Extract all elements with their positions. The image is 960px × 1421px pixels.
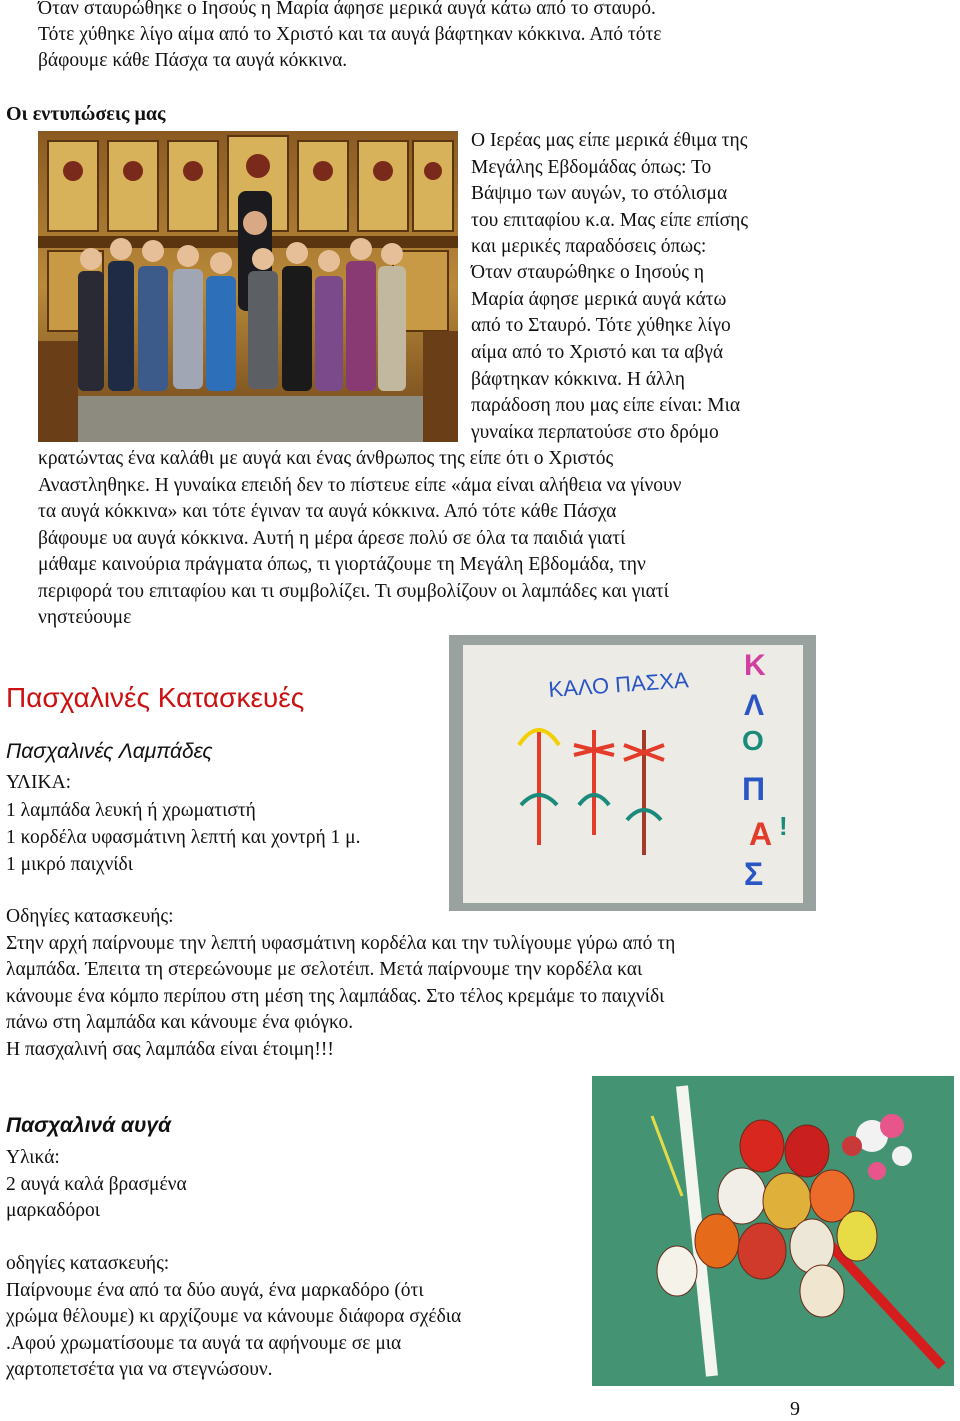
eggs-instructions-label: οδηγίες κατασκευής:: [6, 1253, 170, 1274]
impressions-text-line: τα αυγά κόκκινα» και τότε έγιναν τα αυγά κόκκινα. Από τότε κάθε Πάσχα: [38, 501, 617, 522]
drawing-image: [449, 635, 816, 911]
church-photo-image: [38, 131, 458, 442]
drawing-letter-o: Ο: [742, 725, 764, 756]
impressions-text-line: νηστεύουμε: [38, 607, 132, 628]
impressions-heading: Οι εντυπώσεις μας: [6, 103, 166, 125]
eggs-material-item: 2 αυγά καλά βρασμένα: [6, 1174, 187, 1195]
impressions-text-line: γυναίκα περπατούσε στο δρόμο: [471, 422, 719, 443]
impressions-text-line: παράδοση που μας είπε είναι: Μια: [471, 395, 741, 416]
impressions-text-line: Μαρία άφησε μερικά αυγά κάτω: [471, 289, 727, 310]
candles-material-item: 1 λαμπάδα λευκή ή χρωματιστή: [6, 800, 256, 821]
candles-instruction-line: Η πασχαλινή σας λαμπάδα είναι έτοιμη!!!: [6, 1039, 334, 1060]
impressions-text-line: μάθαμε καινούρια πράγματα όπως, τι γιορτάζουμε τη Μεγάλη Εβδομάδα, την: [38, 554, 646, 575]
intro-line: Τότε χύθηκε λίγο αίμα από το Χριστό και τα αυγά βάφτηκαν κόκκινα. Από τότε: [38, 24, 662, 45]
impressions-text-line: βάφτηκαν κόκκινα. Η άλλη: [471, 369, 685, 390]
drawing-letter-a: Α: [749, 816, 773, 852]
drawing-letter-p: Π: [742, 771, 766, 807]
candles-instruction-line: πάνω στη λαμπάδα και κάνουμε ένα φιόγκο.: [6, 1012, 354, 1033]
church-group-photo: [38, 131, 458, 442]
impressions-text-line: Ο Ιερέας μας είπε μερικά έθιμα της: [471, 130, 748, 151]
candles-instructions-label: Οδηγίες κατασκευής:: [6, 906, 174, 927]
easter-eggs-photo: [592, 1076, 954, 1386]
impressions-text-line: του επιταφίου κ.α. Μας είπε επίσης: [471, 210, 749, 231]
drawing-exclaim: !: [779, 811, 788, 841]
impressions-text-line: από το Σταυρό. Τότε χύθηκε λίγο: [471, 315, 731, 336]
intro-line: βάφουμε κάθε Πάσχα τα αυγά κόκκινα.: [38, 50, 348, 71]
impressions-text-line: αίμα από το Χριστό και τα αβγά: [471, 342, 724, 363]
impressions-text-line: και μερικές παραδόσεις όπως:: [471, 236, 707, 257]
intro-line: Όταν σταυρώθηκε ο Ιησούς η Μαρία άφησε μερικά αυγά κάτω από το σταυρό.: [38, 0, 656, 19]
impressions-text-line: Αναστληθηκε. Η γυναίκα επειδή δεν το πίστευε είπε «άμα είναι αλήθεια να γίνουν: [38, 475, 682, 496]
eggs-title: Πασχαλινά αυγά: [6, 1114, 172, 1137]
eggs-material-item: μαρκαδόροι: [6, 1200, 100, 1221]
candles-title: Πασχαλινές Λαμπάδες: [6, 740, 213, 763]
candles-material-item: 1 μικρό παιχνίδι: [6, 854, 133, 875]
candles-instruction-line: Στην αρχή παίρνουμε την λεπτή υφασμάτινη κορδέλα και την τυλίγουμε γύρω από τη: [6, 933, 676, 954]
drawing-letter-s: Σ: [744, 856, 764, 892]
candles-material-item: 1 κορδέλα υφασμάτινη λεπτή και χοντρή 1 μ.: [6, 827, 361, 848]
drawing-letter-l: Λ: [744, 689, 765, 722]
page-number: 9: [790, 1398, 800, 1420]
impressions-text-line: βάφουμε υα αυγά κόκκινα. Αυτή η μέρα άρεσε πολύ σε όλα τα παιδιά γιατί: [38, 528, 626, 549]
drawing-title-text: ΚΑΛΟ ΠΑΣΧΑ: [547, 667, 690, 702]
impressions-text-line: Μεγάλης Εβδομάδας όπως: Το: [471, 157, 712, 178]
impressions-text-line: Βάψιμο των αυγών, το στόλισμα: [471, 183, 728, 204]
drawing-letter-k: Κ: [744, 649, 766, 682]
candles-instruction-line: κάνουμε ένα κόμπο περίπου στη μέση της λαμπάδας. Στο τέλος κρεμάμε το παιχνίδι: [6, 986, 665, 1007]
kalo-pasxa-drawing-photo: [449, 635, 816, 911]
eggs-instruction-line: χρώμα θέλουμε) κι αρχίζουμε να κάνουμε διάφορα σχέδια: [6, 1306, 462, 1327]
eggs-materials-label: Υλικά:: [6, 1147, 60, 1168]
impressions-text-line: περιφορά του επιταφίου και τι συμβολίζει. Τι συμβολίζουν οι λαμπάδες και γιατί: [38, 581, 669, 602]
eggs-image: [592, 1076, 954, 1386]
candles-materials-label: ΥΛΙΚΑ:: [6, 772, 72, 793]
impressions-text-line: κρατώντας ένα καλάθι με αυγά και ένας άνθρωπος της είπε ότι ο Χριστός: [38, 448, 614, 469]
eggs-instruction-line: χαρτοπετσέτα για να στεγνώσουν.: [6, 1359, 273, 1380]
impressions-text-line: Όταν σταυρώθηκε ο Ιησούς η: [471, 262, 705, 283]
eggs-instruction-line: Παίρνουμε ένα από τα δύο αυγά, ένα μαρκαδόρο (ότι: [6, 1280, 424, 1301]
crafts-title: Πασχαλινές Κατασκευές: [6, 682, 305, 713]
candles-instruction-line: λαμπάδα. Έπειτα τη στερεώνουμε με σελοτέιπ. Μετά παίρνουμε την κορδέλα και: [6, 959, 643, 980]
eggs-instruction-line: .Αφού χρωματίσουμε τα αυγά τα αφήνουμε σε μια: [6, 1333, 402, 1354]
